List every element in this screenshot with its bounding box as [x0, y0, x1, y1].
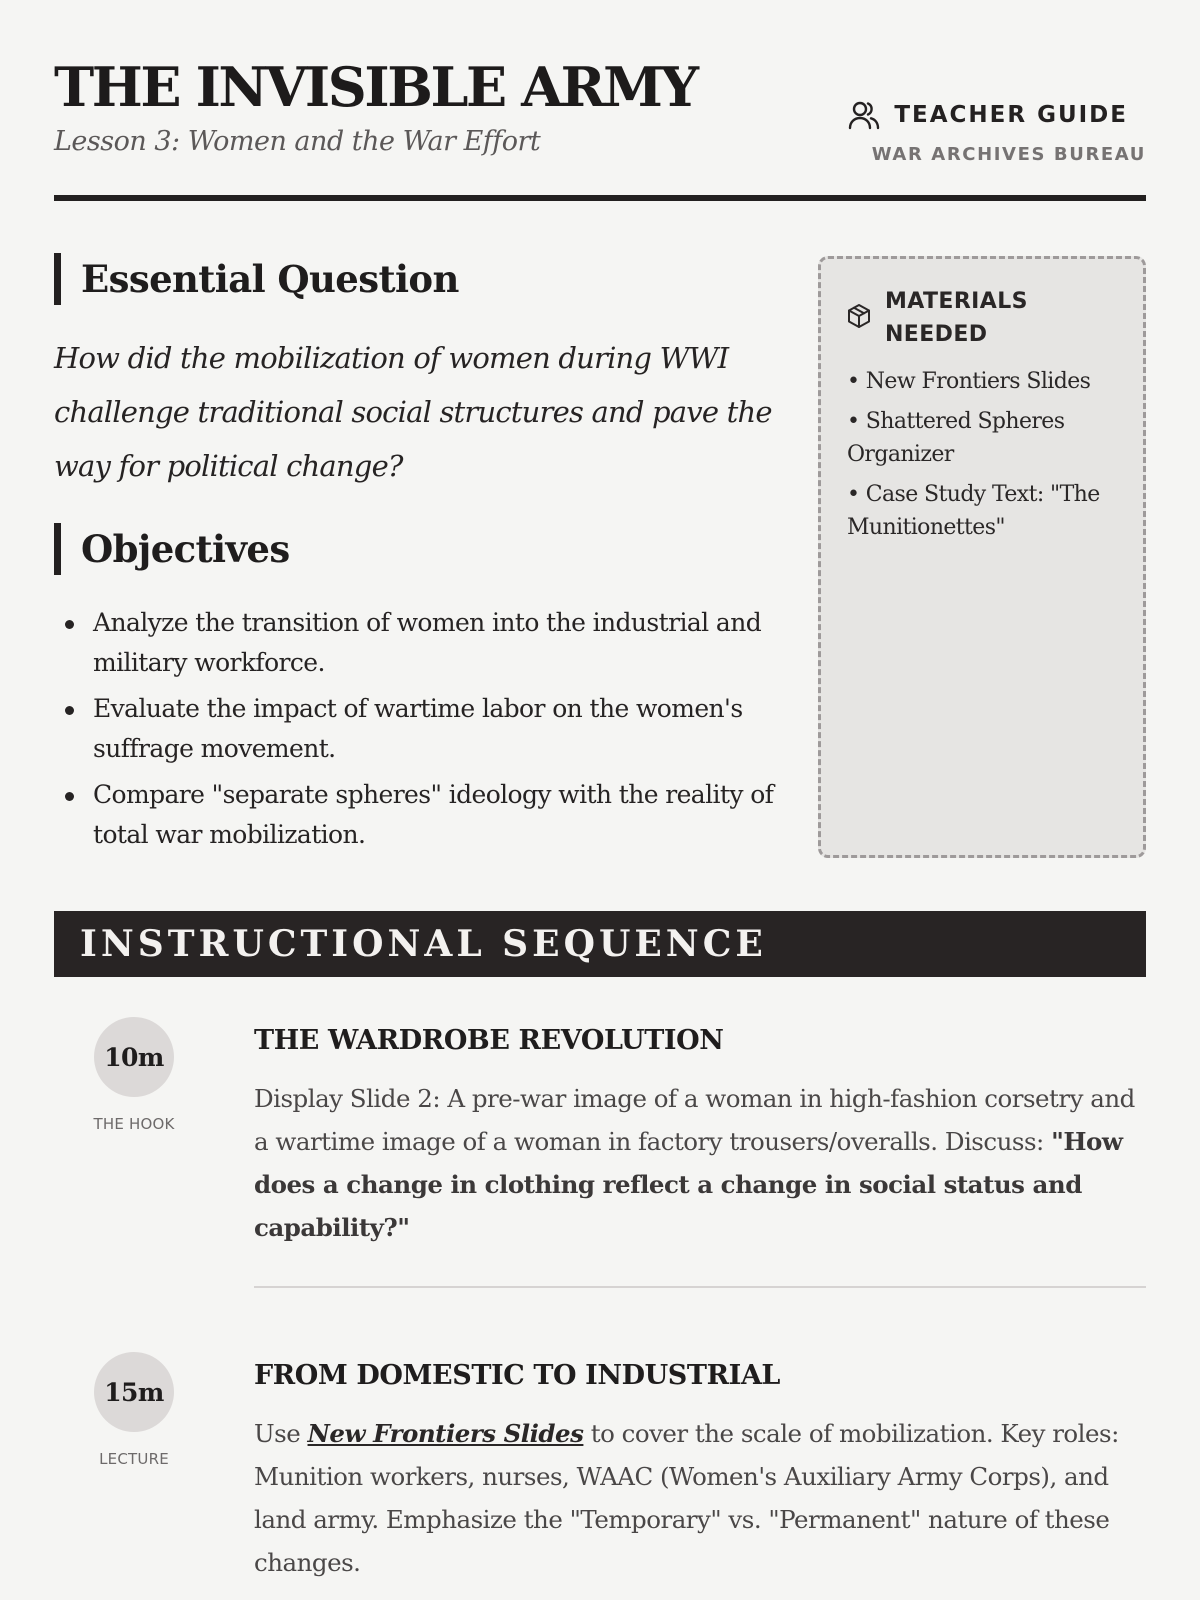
- step-title: FROM DOMESTIC TO INDUSTRIAL: [254, 1360, 780, 1391]
- material-item: • New Frontiers Slides: [847, 365, 1117, 398]
- users-icon: [848, 100, 880, 130]
- step-description: [254, 1412, 1146, 1584]
- page-title: THE INVISIBLE ARMY: [54, 55, 697, 119]
- materials-panel: [818, 256, 1146, 858]
- objectives-list: [54, 603, 774, 861]
- step-description: [254, 1077, 1146, 1249]
- step-body: [254, 1021, 1146, 1249]
- objectives-heading-text: Objectives: [81, 527, 290, 571]
- step-description-text: to cover the scale of mobilization. Key roles: Munition workers, nurses, WAAC (Women's Auxiliary Army Corps), and land army. Emphasize the "Temporary" vs. "Permanent" nature of these changes.: [254, 1419, 1119, 1577]
- resource-link-new-frontiers[interactable]: New Frontiers Slides: [307, 1419, 584, 1448]
- objective-item: Analyze the transition of women into the industrial and military workforce.: [54, 603, 774, 683]
- objective-item: Compare "separate spheres" ideology with the reality of total war mobilization.: [54, 775, 774, 855]
- sequence-step: [54, 1312, 1146, 1600]
- teacher-guide-badge: [848, 100, 1128, 130]
- lesson-subtitle: Lesson 3: Women and the War Effort: [54, 126, 541, 157]
- step-title: THE WARDROBE REVOLUTION: [254, 1025, 724, 1056]
- step-description-text: Display Slide 2: A pre-war image of a woman in high-fashion corsetry and a wartime image of a woman in factory trousers/overalls. Discuss:: [254, 1084, 1135, 1156]
- material-item: • Shattered Spheres Organizer: [847, 405, 1117, 471]
- step-phase-label: LECTURE: [99, 1450, 169, 1468]
- discussion-prompt: "How does a change in clothing reflect a change in social status and capability?": [254, 1127, 1123, 1242]
- essential-question-heading-text: Essential Question: [81, 257, 459, 301]
- objectives-heading: [54, 523, 290, 575]
- organization-label: WAR ARCHIVES BUREAU: [871, 144, 1146, 165]
- step-phase-label: THE HOOK: [93, 1115, 175, 1133]
- essential-question-heading: [54, 253, 459, 305]
- sequence-step: [54, 977, 1146, 1312]
- materials-title: MATERIALS NEEDED: [885, 289, 1028, 347]
- step-divider: [254, 1286, 1146, 1288]
- material-item: • Case Study Text: "The Munitionettes": [847, 478, 1117, 544]
- page-header: [54, 0, 1146, 201]
- instructional-sequence-title: INSTRUCTIONAL SEQUENCE: [80, 923, 767, 965]
- materials-list: [847, 365, 1117, 544]
- lesson-overview: [54, 201, 1146, 911]
- essential-question-text: How did the mobilization of women during WWI challenge traditional social structures and pave the way for political change?: [54, 341, 772, 483]
- step-description-lead: Use: [254, 1419, 301, 1448]
- role-label: TEACHER GUIDE: [894, 102, 1128, 128]
- materials-header: [847, 285, 1117, 351]
- objective-item: Evaluate the impact of wartime labor on the women's suffrage movement.: [54, 689, 774, 769]
- instructional-sequence-banner: [54, 911, 1146, 977]
- step-duration-badge: 15m: [94, 1352, 174, 1432]
- step-duration-badge: 10m: [94, 1017, 174, 1097]
- step-body: [254, 1356, 1146, 1584]
- box-icon: [847, 285, 871, 333]
